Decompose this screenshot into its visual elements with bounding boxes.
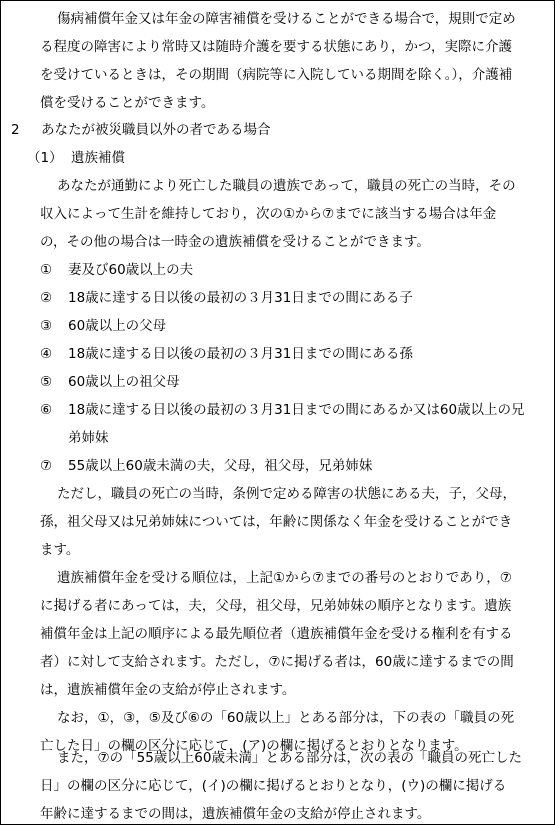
para1-line-2: 収入によって生計を維持しており，次の①から⑦までに該当する場合は年金 <box>40 206 497 222</box>
list-item-text: 60歳以上の父母 <box>68 318 167 334</box>
section-number: 2 <box>11 122 20 138</box>
list-item-continuation: 弟姉妹 <box>68 430 109 446</box>
list-item <box>1 311 555 341</box>
para4-line-1: なお，①，③，⑤及び⑥の「60歳以上」とある部分は，下の表の「職員の死 <box>57 710 515 726</box>
list-item-mark: ⑤ <box>40 374 53 390</box>
list-item <box>1 339 555 369</box>
list-item <box>1 395 555 425</box>
list-item-mark: ⑥ <box>40 402 53 418</box>
list-item <box>1 367 555 397</box>
para4-line-2: 亡した日」の欄の区分に応じて，(ア)の欄に掲げるとおりとなります。 <box>40 738 468 754</box>
list-item-mark: ③ <box>40 318 53 334</box>
para3-line-1: 遺族補償年金を受ける順位は，上記①から⑦までの番号のとおりであり，⑦ <box>57 570 512 586</box>
para3-line-5: は，遺族補償年金の支給が停止されます。 <box>40 682 296 698</box>
list-item-text: 18歳に達する日以後の最初の３月31日までの間にある子 <box>68 290 413 306</box>
intro-line-1: 傷病補償年金又は年金の障害補償を受けることができる場合で，規則で定め <box>57 11 516 27</box>
list-item-text: 60歳以上の祖父母 <box>68 374 180 390</box>
para3-line-3: 補償年金は上記の順序による最先順位者（遺族補償年金を受ける権利を有する <box>40 626 513 642</box>
list-item <box>1 255 555 285</box>
intro-line-2: る程度の障害により常時又は随時介護を要する状態にあり，かつ，実際に介護 <box>40 39 512 55</box>
section-heading <box>1 115 555 145</box>
para5-line-3: 年齢に達するまでの間は，遺族補償年金の支給が停止されます。 <box>40 806 431 822</box>
list-item-text: 55歳以上60歳未満の夫，父母，祖父母，兄弟姉妹 <box>68 458 373 474</box>
subsection-heading <box>1 143 555 173</box>
para3-line-4: 者）に対して支給されます。ただし，⑦に掲げる者は，60歳に達するまでの間 <box>40 654 514 670</box>
para2-line-2: 孫，祖父母又は兄弟姉妹については，年齢に関係なく年金を受けることができ <box>40 514 513 530</box>
subsection-number: （1） <box>27 150 63 166</box>
list-item-mark: ① <box>40 262 53 278</box>
list-item-text: 18歳に達する日以後の最初の３月31日までの間にあるか又は60歳以上の兄 <box>68 402 525 418</box>
list-item-mark: ⑦ <box>40 458 53 474</box>
para2-line-3: ます。 <box>40 542 80 558</box>
list-item <box>1 451 555 481</box>
para1-line-3: の，その他の場合は一時金の遺族補償を受けることができます。 <box>40 234 430 250</box>
intro-line-3: を受けているときは，その期間（病院等に入院している期間を除く。），介護補 <box>40 67 513 83</box>
list-item-text: 18歳に達する日以後の最初の３月31日までの間にある孫 <box>68 346 413 362</box>
para2-line-1: ただし，職員の死亡の当時，条例で定める障害の状態にある夫，子，父母， <box>57 486 516 502</box>
list-item-mark: ④ <box>40 346 53 362</box>
list-item <box>1 283 555 313</box>
list-item-text: 妻及び60歳以上の夫 <box>68 262 194 278</box>
para5-line-1: また，⑦の「55歳以上60歳未満」とある部分は，次の表の「職員の死亡した <box>57 750 522 766</box>
para1-line-1: あなたが通勤により死亡した職員の遺族であって，職員の死亡の当時，その <box>57 178 516 194</box>
section-title: あなたが被災職員以外の者である場合 <box>41 122 271 138</box>
para3-line-2: に掲げる者にあっては，夫，父母，祖父母，兄弟姉妹の順序となります。遺族 <box>40 598 512 614</box>
list-item-mark: ② <box>40 290 53 306</box>
intro-line-4: 償を受けることができます。 <box>40 95 215 111</box>
subsection-title: 遺族補償 <box>71 150 125 166</box>
para5-line-2: 日」の欄の区分に応じて，(イ)の欄に掲げるとおりとなり，(ウ)の欄に掲げる <box>40 778 507 794</box>
